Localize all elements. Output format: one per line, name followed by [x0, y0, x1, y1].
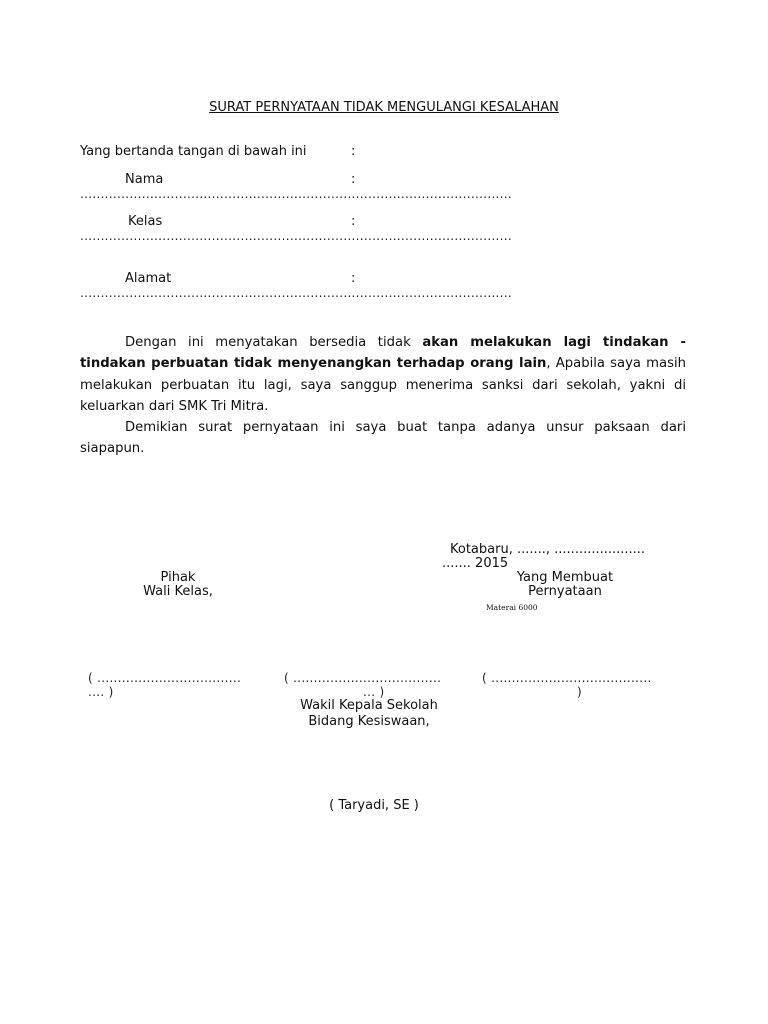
document-title: SURAT PERNYATAAN TIDAK MENGULANGI KESALAHAN [209, 100, 559, 115]
field-colon-kelas: : [351, 214, 356, 229]
signer-right-line1: Yang Membuat [516, 570, 614, 585]
signature-line-middle-bottom: ... ) [363, 685, 385, 699]
place-date-line1: Kotabaru, ......., ...................... [450, 542, 646, 557]
materai-stamp-note: Materai 6000 [486, 603, 538, 612]
signature-line-middle-top: ( .................................... [284, 671, 442, 685]
place-date-line2: ....... 2015 [442, 556, 509, 571]
body-paragraph-1-end: , Apabila saya masih melakukan perbuatan itu lagi, saya sanggup menerima sanksi dari sekolah, yakni di keluarkan dari SMK Tri Mitra. [80, 356, 686, 414]
field-label-kelas: Kelas [128, 214, 163, 229]
field-colon-alamat: : [351, 271, 356, 286]
signature-line-right-bottom: ) [577, 685, 582, 699]
vice-principal-name: ( Taryadi, SE ) [329, 798, 419, 813]
field-dots-alamat: ......................................................................................................... [80, 286, 513, 300]
signer-left-line1: Pihak [160, 570, 196, 585]
body-paragraph-1-start: Dengan ini menyatakan bersedia tidak [125, 335, 423, 350]
signature-line-right-top: ( ....................................... [482, 671, 652, 685]
field-dots-kelas: ......................................................................................................... [80, 229, 513, 243]
vice-principal-field: Bidang Kesiswaan, [308, 714, 430, 729]
field-label-nama: Nama [125, 172, 164, 187]
field-dots-nama: ......................................................................................................... [80, 187, 513, 201]
intro-text: Yang bertanda tangan di bawah ini [80, 144, 307, 159]
body-paragraph-1-bold: akan melakukan lagi tindakan - tindakan perbuatan tidak menyenangkan terhadap orang lain [80, 335, 687, 372]
body-paragraph-1 [80, 332, 686, 417]
field-label-alamat: Alamat [125, 271, 172, 286]
signer-right-line2: Pernyataan [528, 584, 602, 599]
field-colon-nama: : [351, 172, 356, 187]
signature-line-left-top: ( ................................... [88, 671, 242, 685]
signature-line-left-bottom: .... ) [88, 685, 114, 699]
vice-principal-title: Wakil Kepala Sekolah [300, 698, 438, 713]
body-paragraph-2: Demikian surat pernyataan ini saya buat tanpa adanya unsur paksaan dari siapapun. [80, 420, 686, 457]
signer-left-line2: Wali Kelas, [143, 584, 213, 599]
intro-colon: : [351, 144, 356, 159]
